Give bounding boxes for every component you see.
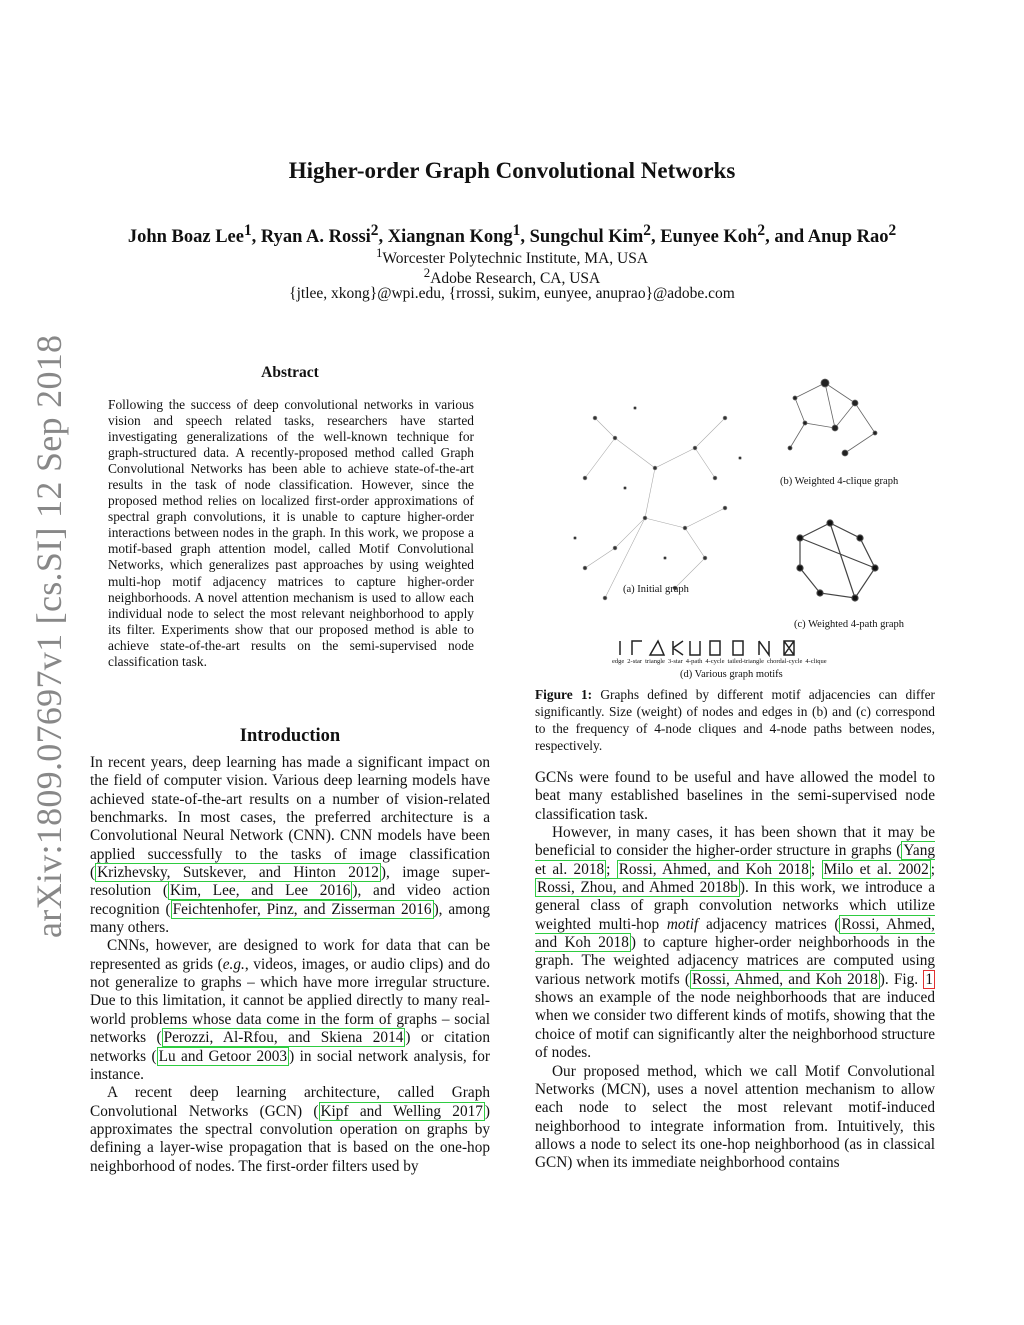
- paragraph: A recent deep learning architecture, called Graph Convolutional Networks (GCN) ( Kipf and Welling 2017 ) approximates the spectral convolution operation on graphs by defining a layer-wise propagation that is based on the one-hop neighborhood of nodes. The first-order filters used by: [90, 1084, 491, 1175]
- figure-caption: Figure 1: Graphs defined by different motif adjacencies can differ significantly. Size (weight) of nodes and edges in (b) and (c) correspond to the frequency of 4-node cliques and 4-node paths between nodes, respectively.: [535, 687, 935, 753]
- motif-label: edge: [612, 658, 625, 665]
- left-column-body: [90, 754, 490, 1176]
- paragraph: GCNs were found to be useful and have allowed the model to beat many established baselines in the semi-supervised node classification task.: [535, 769, 935, 823]
- affiliation: $^2$Adobe Research, CA, USA: [423, 265, 601, 288]
- initial-graph: [574, 407, 742, 601]
- paragraph: In recent years, deep learning has made a significant impact on the field of computer vision. Various deep learning models have achieved state-of-the-art results on a number of vision-related benchmarks. In most cases, the preferred architecture is a Convolutional Neural Network (CNN). CNN models have been applied successfully to the tasks of image classification ( Krizhevsky, Sutskever, and Hinton 2012 ), image super-resolution ( Kim, Lee, and Lee 2016 ), and video action recognition ( Feichtenhofer, Pinz, and Zisserman 2016 ), among many others.: [90, 754, 490, 937]
- abstract-heading: Abstract: [261, 364, 319, 381]
- motif-label: 4-cycle: [705, 658, 725, 665]
- citation-link[interactable]: Perozzi, Al-Rfou, and Skiena 2014: [163, 1029, 404, 1047]
- citation-link[interactable]: Kipf and Welling 2017: [320, 1102, 483, 1120]
- citation-link[interactable]: Kim, Lee, and Lee 2016: [170, 882, 351, 900]
- arxiv-side-label: arXiv:1809.07697v1 [cs.SI] 12 Sep 2018: [29, 334, 69, 938]
- figure-reference-link[interactable]: 1: [925, 970, 933, 988]
- path-graph: [797, 520, 878, 601]
- subfig-b-label: (b) Weighted 4-clique graph: [780, 476, 899, 487]
- citation-link[interactable]: Milo et al. 2002: [823, 860, 929, 878]
- paragraph: However, in many cases, it has been shown that it may be beneficial to consider the higher-order structure in graphs ( Yang et al. 2018 ; Rossi, Ahmed, and Koh 2018 ; Milo et al. 2002 ; Rossi, Zhou, and Ahmed 2018b ). In this work, we introduce a general class of graph convolution networks which utilize weighted multi-hop motif adjacency matrices ( Rossi, Ahmed, and Koh 2018 ) to capture higher-order neighborhoods in the graph. The weighted adjacency matrices are computed using various network motifs ( Rossi, Ahmed, and Koh 2018 ). Fig. 1 shows an example of the node neighborhoods that are induced when we consider two different kinds of motifs, showing that the choice of motif can significantly alter the neighborhood structure of nodes.: [535, 824, 936, 1062]
- citation-link[interactable]: Yang et al. 2018: [535, 842, 935, 878]
- paper-title: Higher-order Graph Convolutional Networks: [288, 158, 736, 183]
- abstract-text: Following the success of deep convolutional networks in various vision and speech related tasks, researchers have started investigating generalizations of the well-known technique for graph-structured data. A recently-proposed method called Graph Convolutional Networks has been able to achieve state-of-the-art results in the task of node classification. However, since the proposed method relies on localized first-order approximations of spectral graph convolutions, it is unable to capture higher-order interactions between nodes in the graph. In this work, we propose a motif-based graph attention model, called Motif Convolutional Networks, which generalizes past approaches by using weighted multi-hop motif adjacency matrices to capture higher-order neighborhoods. A novel attention mechanism is used to allow each individual node to select the most relevant neighborhood to apply its filter. Experiments show that our proposed method is able to achieve state-of-the-art results on the semi-supervised node classification task.: [108, 397, 474, 669]
- author-name: Ryan A. Rossi: [260, 227, 371, 248]
- right-column-body: [535, 769, 935, 1173]
- author-list: John Boaz Lee$^1$, Ryan A. Rossi$^2$, Xiangnan Kong$^1$, Sungchul Kim$^2$, Eunyee Koh$^2$, and Anup Rao$^2$: [127, 222, 897, 248]
- motif-label: 4-clique: [805, 658, 827, 665]
- author-name: Sungchul Kim: [529, 227, 644, 248]
- motif-label: chordal-cycle: [766, 658, 803, 665]
- citation-link[interactable]: Lu and Getoor 2003: [158, 1047, 288, 1065]
- motif-label: 3-star: [667, 658, 683, 665]
- subfig-d-label: (d) Various graph motifs: [680, 669, 783, 680]
- author-name: Eunyee Koh: [660, 227, 758, 248]
- motif-label: 4-path: [685, 658, 703, 665]
- motif-icons: [620, 641, 794, 655]
- author-name: Xiangnan Kong: [387, 227, 513, 248]
- citation-link[interactable]: Rossi, Zhou, and Ahmed 2018b: [537, 879, 738, 897]
- author-name: John Boaz Lee: [127, 227, 244, 248]
- citation-link[interactable]: Rossi, Ahmed, and Koh 2018: [535, 915, 936, 952]
- motif-label: 2-star: [627, 658, 643, 665]
- affiliation: $^1$Worcester Polytechnic Institute, MA, USA: [375, 245, 649, 268]
- author-name: Anup Rao: [807, 227, 889, 248]
- paragraph: CNNs, however, are designed to work for data that can be represented as grids (e.g., videos, images, or audio clips) and do not generalize to graphs – which have more irregular structure. Due to this limitation, it cannot be applied directly to many real-world problems whose data come in the form of graphs – social networks ( Perozzi, Al-Rfou, and Skiena 2014 ) or citation networks ( Lu and Getoor 2003 ) in social network analysis, for instance.: [90, 937, 490, 1083]
- subfig-c-label: (c) Weighted 4-path graph: [794, 619, 905, 630]
- motif-name-row: [612, 658, 862, 665]
- paragraph: Our proposed method, which we call Motif Convolutional Networks (MCN), uses a novel attention mechanism to allow each node to select the most relevant motif-induced neighborhood to integrate information from. Intuitively, this allows a node to select its one-hop neighborhood (as in classical GCN) when its immediate neighborhood contains: [535, 1062, 935, 1172]
- section-heading-introduction: Introduction: [239, 726, 341, 746]
- emails: {jtlee, xkong}@wpi.edu, {rrossi, sukim, eunyee, anuprao}@adobe.com: [289, 285, 735, 302]
- citation-link[interactable]: Krizhevsky, Sutskever, and Hinton 2012: [97, 864, 379, 882]
- figure-graphs: [555, 358, 935, 683]
- clique-graph: [788, 379, 877, 456]
- citation-link[interactable]: Rossi, Ahmed, and Koh 2018: [692, 970, 878, 988]
- subfig-a-label: (a) Initial graph: [623, 584, 689, 595]
- citation-link[interactable]: Feichtenhofer, Pinz, and Zisserman 2016: [172, 900, 432, 918]
- motif-label: triangle: [645, 658, 665, 665]
- figure-1: [555, 358, 935, 683]
- citation-link[interactable]: Rossi, Ahmed, and Koh 2018: [618, 860, 809, 878]
- motif-label: tailed-triangle: [727, 658, 764, 665]
